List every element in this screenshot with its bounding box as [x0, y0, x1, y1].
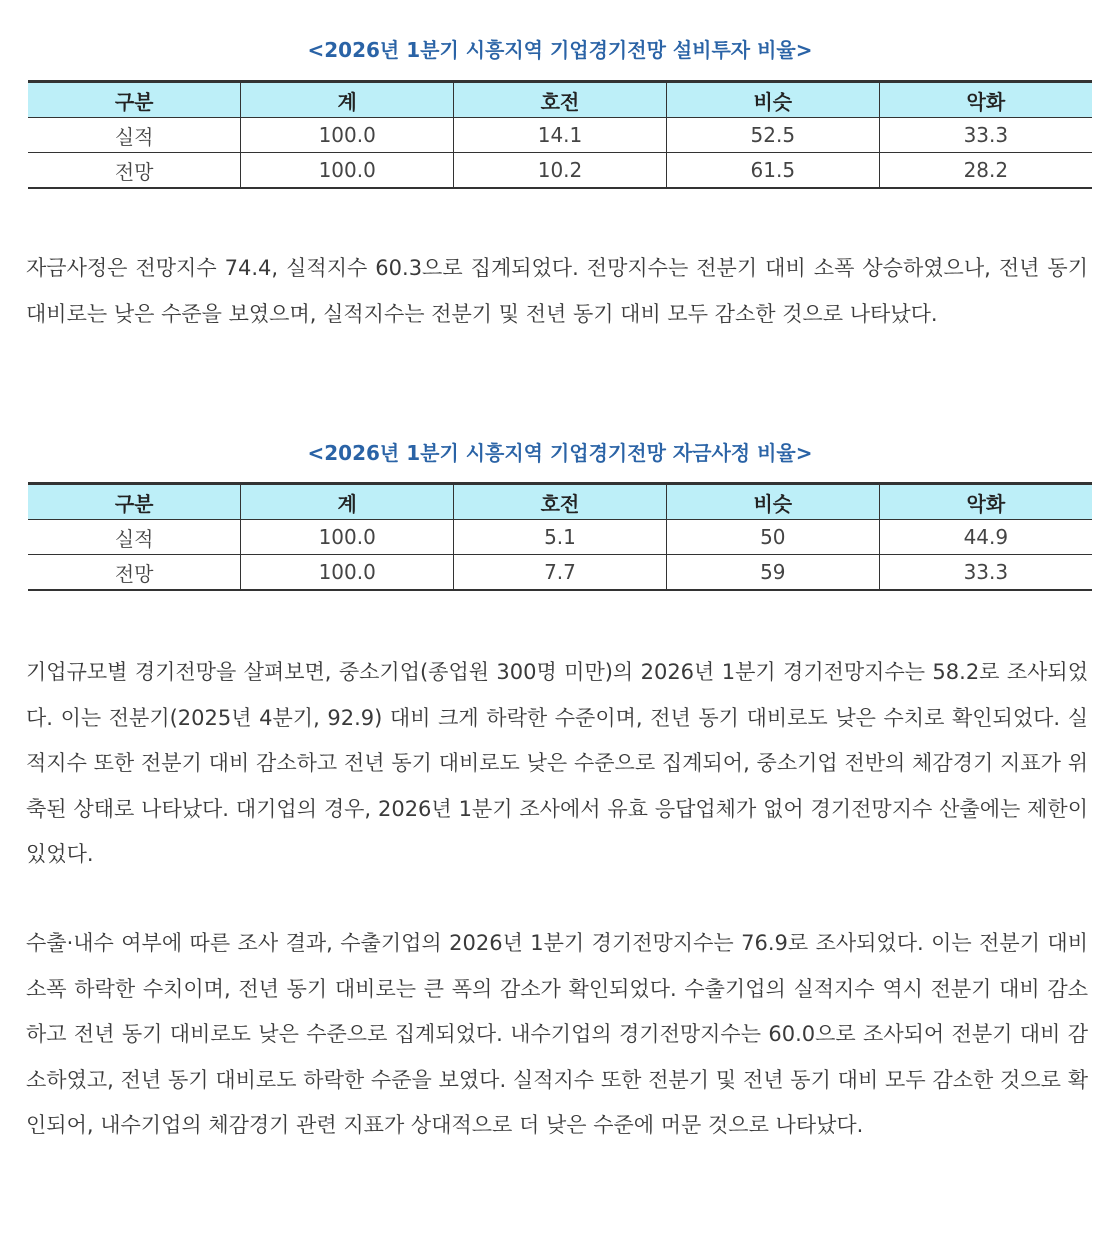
- table-cell: 10.2: [454, 153, 667, 189]
- table-cell: 실적: [28, 118, 241, 153]
- header-worsen: 악화: [879, 484, 1092, 520]
- table-row: [28, 118, 1092, 153]
- table-cell: 59: [666, 555, 879, 591]
- table1-caption: <2026년 1분기 시흥지역 기업경기전망 설비투자 비율>: [307, 38, 813, 62]
- table-cell: 28.2: [879, 153, 1092, 189]
- equipment-investment-table: [28, 80, 1092, 189]
- table-cell: 44.9: [879, 520, 1092, 555]
- table-cell: 61.5: [666, 153, 879, 189]
- table-cell: 100.0: [241, 555, 454, 591]
- table-cell: 7.7: [454, 555, 667, 591]
- table-cell: 33.3: [879, 118, 1092, 153]
- table-cell: 100.0: [241, 153, 454, 189]
- header-similar: 비슷: [666, 82, 879, 118]
- header-improve: 호전: [454, 484, 667, 520]
- table2-caption: <2026년 1분기 시흥지역 기업경기전망 자금사정 비율>: [307, 441, 813, 465]
- table-cell: 전망: [28, 153, 241, 189]
- table-row: [28, 153, 1092, 189]
- company-size-paragraph: 기업규모별 경기전망을 살펴보면, 중소기업(종업원 300명 미만)의 2026년 1분기 경기전망지수는 58.2로 조사되었다. 이는 전분기(2025년 4분기, 92.9) 대비 크게 하락한 수준이며, 전년 동기 대비로도 낮은 수치로 확인되었다. 실적지수 또한 전분기 대비 감소하고 전년 동기 대비로도 낮은 수준으로 집계되어, 중소기업 전반의 체감경기 지표가 위축된 상태로 나타났다. 대기업의 경우, 2026년 1분기 조사에서 유효 응답업체가 없어 경기전망지수 산출에는 제한이 있었다.: [26, 660, 1088, 866]
- header-category: 구분: [28, 484, 241, 520]
- header-total: 계: [241, 484, 454, 520]
- table-row: [28, 520, 1092, 555]
- funding-conditions-table: [28, 482, 1092, 591]
- table-cell: 14.1: [454, 118, 667, 153]
- table-header-row: [28, 82, 1092, 118]
- header-category: 구분: [28, 82, 241, 118]
- header-similar: 비슷: [666, 484, 879, 520]
- table-header-row: [28, 484, 1092, 520]
- header-total: 계: [241, 82, 454, 118]
- header-worsen: 악화: [879, 82, 1092, 118]
- table-cell: 52.5: [666, 118, 879, 153]
- table-cell: 전망: [28, 555, 241, 591]
- table-cell: 5.1: [454, 520, 667, 555]
- header-improve: 호전: [454, 82, 667, 118]
- table-row: [28, 555, 1092, 591]
- table-cell: 실적: [28, 520, 241, 555]
- funding-paragraph: 자금사정은 전망지수 74.4, 실적지수 60.3으로 집계되었다. 전망지수는 전분기 대비 소폭 상승하였으나, 전년 동기 대비로는 낮은 수준을 보였으며, 실적지수는 전분기 및 전년 동기 대비 모두 감소한 것으로 나타났다.: [26, 256, 1088, 326]
- export-domestic-paragraph: 수출·내수 여부에 따른 조사 결과, 수출기업의 2026년 1분기 경기전망지수는 76.9로 조사되었다. 이는 전분기 대비 소폭 하락한 수치이며, 전년 동기 대비로는 큰 폭의 감소가 확인되었다. 수출기업의 실적지수 역시 전분기 대비 감소하고 전년 동기 대비로도 낮은 수준으로 집계되었다. 내수기업의 경기전망지수는 60.0으로 조사되어 전분기 대비 감소하였고, 전년 동기 대비로도 하락한 수준을 보였다. 실적지수 또한 전분기 및 전년 동기 대비 모두 감소한 것으로 확인되어, 내수기업의 체감경기 관련 지표가 상대적으로 더 낮은 수준에 머문 것으로 나타났다.: [26, 931, 1088, 1137]
- table-cell: 50: [666, 520, 879, 555]
- table-cell: 100.0: [241, 520, 454, 555]
- table-cell: 100.0: [241, 118, 454, 153]
- table-cell: 33.3: [879, 555, 1092, 591]
